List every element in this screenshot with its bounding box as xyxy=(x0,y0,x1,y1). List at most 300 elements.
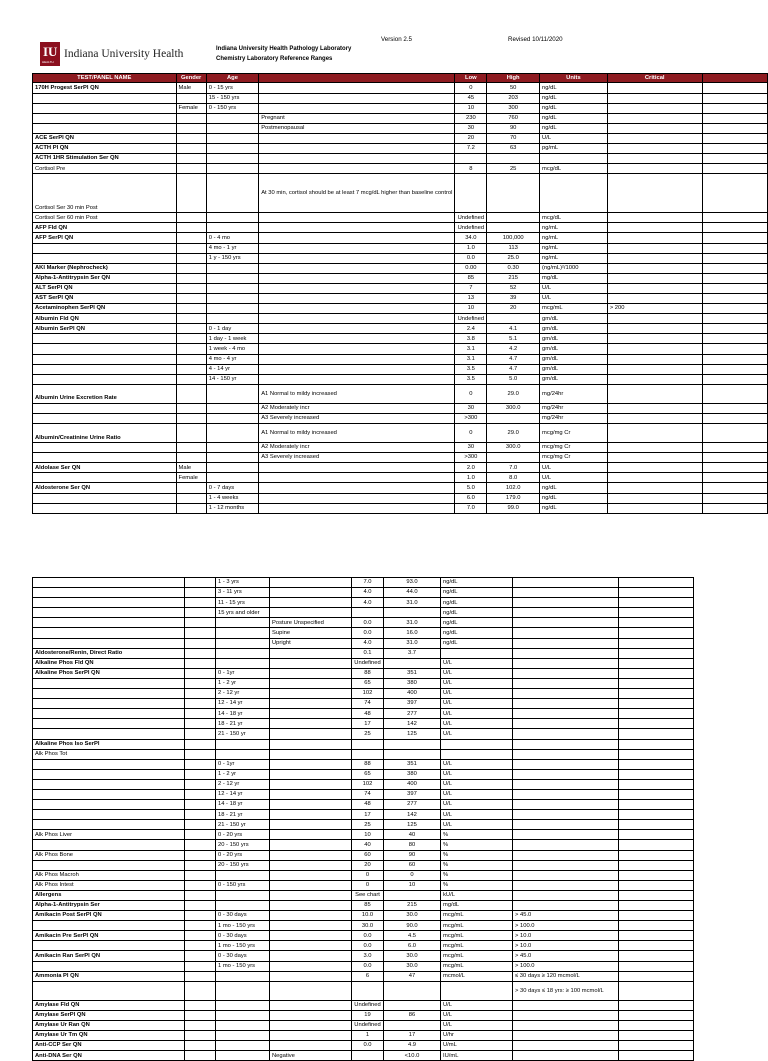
test-name-cell xyxy=(33,493,177,503)
units-cell: U/L xyxy=(540,294,608,304)
condition-cell xyxy=(259,473,455,483)
condition-cell xyxy=(270,820,352,830)
blank-cell xyxy=(619,739,694,749)
blank-cell xyxy=(619,1010,694,1020)
critical-cell xyxy=(513,830,619,840)
age-cell xyxy=(206,403,258,413)
table-row xyxy=(33,324,768,334)
test-name-cell xyxy=(33,364,177,374)
gender-cell xyxy=(176,273,206,283)
condition-cell xyxy=(259,304,455,314)
units-cell: mcg/mg Cr xyxy=(540,443,608,453)
gender-cell xyxy=(176,283,206,293)
blank-cell xyxy=(619,588,694,598)
gender-cell xyxy=(176,154,206,164)
units-cell: IU/mL xyxy=(441,1051,513,1061)
condition-cell xyxy=(259,143,455,153)
age-cell xyxy=(206,314,258,324)
test-name-cell xyxy=(33,608,185,618)
gender-cell: Male xyxy=(176,463,206,473)
critical-cell xyxy=(513,668,619,678)
table-row xyxy=(33,83,768,93)
critical-cell xyxy=(513,1010,619,1020)
table-row xyxy=(33,880,694,890)
units-cell: gm/dL xyxy=(540,344,608,354)
units-cell: ng/mL xyxy=(540,223,608,233)
units-cell: U/L xyxy=(441,699,513,709)
table-row xyxy=(33,678,694,688)
age-cell: 15 - 150 yrs xyxy=(206,93,258,103)
high-cell: 86 xyxy=(384,1010,441,1020)
test-name-cell: Aldolase Ser QN xyxy=(33,463,177,473)
blank-cell xyxy=(619,668,694,678)
test-name-cell: ACTH 1HR Stimulation Ser QN xyxy=(33,154,177,164)
condition-cell xyxy=(270,578,352,588)
age-cell: 1 y - 150 yrs xyxy=(206,253,258,263)
age-cell: 0 - 20 yrs xyxy=(216,850,270,860)
test-name-cell xyxy=(33,123,177,133)
critical-cell xyxy=(607,503,702,513)
critical-cell xyxy=(513,598,619,608)
table-row xyxy=(33,154,768,164)
gender-cell xyxy=(185,840,216,850)
critical-cell: > 45.0 xyxy=(513,951,619,961)
table-row xyxy=(33,384,768,403)
test-name-cell xyxy=(33,810,185,820)
condition-cell xyxy=(259,374,455,384)
table-row xyxy=(33,1010,694,1020)
blank-cell xyxy=(702,113,767,123)
units-cell: mcg/mL xyxy=(441,961,513,971)
critical-cell xyxy=(607,413,702,423)
table-row xyxy=(33,749,694,759)
age-cell xyxy=(206,154,258,164)
test-name-cell: Alk Phos Macroh xyxy=(33,870,185,880)
units-cell: U/hr xyxy=(441,1031,513,1041)
blank-cell xyxy=(702,133,767,143)
units-cell: % xyxy=(441,880,513,890)
blank-cell xyxy=(702,154,767,164)
age-cell xyxy=(216,1020,270,1030)
high-cell xyxy=(487,213,540,223)
blank-cell xyxy=(702,443,767,453)
age-cell xyxy=(206,213,258,223)
blank-cell xyxy=(619,628,694,638)
condition-cell: Postmenopausal xyxy=(259,123,455,133)
condition-cell xyxy=(270,941,352,951)
critical-cell xyxy=(513,820,619,830)
table-row xyxy=(33,93,768,103)
high-cell: 47 xyxy=(384,971,441,981)
blank-cell xyxy=(619,719,694,729)
test-name-cell xyxy=(33,354,177,364)
low-cell: 102 xyxy=(352,779,384,789)
high-cell: 397 xyxy=(384,789,441,799)
units-cell: % xyxy=(441,830,513,840)
critical-cell xyxy=(513,1020,619,1030)
blank-cell xyxy=(619,1020,694,1030)
table-row xyxy=(33,133,768,143)
gender-cell xyxy=(185,1010,216,1020)
high-cell: 4.9 xyxy=(384,1041,441,1051)
units-cell: pg/mL xyxy=(540,143,608,153)
blank-cell xyxy=(702,213,767,223)
low-cell: 25 xyxy=(352,820,384,830)
table-row xyxy=(33,344,768,354)
condition-cell: A3 Severely increased xyxy=(259,453,455,463)
gender-cell xyxy=(176,424,206,443)
units-cell: ng/dL xyxy=(540,123,608,133)
units-cell: U/L xyxy=(540,133,608,143)
blank-cell xyxy=(702,283,767,293)
table-row xyxy=(33,164,768,174)
table-row xyxy=(33,860,694,870)
high-cell xyxy=(384,890,441,900)
gender-cell xyxy=(176,294,206,304)
low-cell: 0 xyxy=(352,870,384,880)
table-row xyxy=(33,1020,694,1030)
high-cell: 8.0 xyxy=(487,473,540,483)
table-row xyxy=(33,759,694,769)
critical-cell: > 30 days ≤ 18 yrs: ≥ 100 mcmol/L xyxy=(513,981,619,1000)
test-name-cell xyxy=(33,961,185,971)
low-cell: >300 xyxy=(455,453,487,463)
test-name-cell xyxy=(33,413,177,423)
units-cell: mcg/dL xyxy=(540,164,608,174)
test-name-cell xyxy=(33,453,177,463)
units-cell: mg/24hr xyxy=(540,413,608,423)
critical-cell xyxy=(607,493,702,503)
blank-cell xyxy=(702,233,767,243)
age-cell xyxy=(216,901,270,911)
col-units: Units xyxy=(540,74,608,83)
blank-cell xyxy=(702,403,767,413)
low-cell: 3.0 xyxy=(352,951,384,961)
blank-cell xyxy=(702,294,767,304)
age-cell: 14 - 18 yr xyxy=(216,800,270,810)
blank-cell xyxy=(619,779,694,789)
blank-cell xyxy=(619,709,694,719)
units-cell: U/L xyxy=(441,789,513,799)
critical-cell: > 45.0 xyxy=(513,911,619,921)
high-cell: 30.0 xyxy=(384,911,441,921)
condition-cell: A3 Severely increased xyxy=(259,413,455,423)
age-cell xyxy=(216,1041,270,1051)
gender-cell xyxy=(185,800,216,810)
col-blank xyxy=(702,74,767,83)
gender-cell xyxy=(185,578,216,588)
high-cell: 20 xyxy=(487,304,540,314)
blank-cell xyxy=(619,911,694,921)
high-cell: 397 xyxy=(384,699,441,709)
age-cell: 3 - 11 yrs xyxy=(216,588,270,598)
high-cell: 39 xyxy=(487,294,540,304)
age-cell: 1 - 3 yrs xyxy=(216,578,270,588)
low-cell: 5.0 xyxy=(455,483,487,493)
age-cell: 0 - 150 yrs xyxy=(206,103,258,113)
blank-cell xyxy=(619,870,694,880)
blank-cell xyxy=(702,473,767,483)
gender-cell xyxy=(176,364,206,374)
age-cell xyxy=(206,133,258,143)
high-cell: 25.0 xyxy=(487,253,540,263)
table-row xyxy=(33,503,768,513)
test-name-cell xyxy=(33,638,185,648)
test-name-cell xyxy=(33,588,185,598)
critical-cell xyxy=(513,689,619,699)
test-name-cell: AKI Marker (Nephrocheck) xyxy=(33,263,177,273)
table-row xyxy=(33,971,694,981)
critical-cell xyxy=(513,709,619,719)
blank-cell xyxy=(619,880,694,890)
test-name-cell: Allergens xyxy=(33,890,185,900)
table-row xyxy=(33,931,694,941)
critical-cell: > 200 xyxy=(607,304,702,314)
blank-cell xyxy=(619,1031,694,1041)
low-cell xyxy=(352,1051,384,1061)
low-cell: 74 xyxy=(352,699,384,709)
table-row xyxy=(33,810,694,820)
blank-cell xyxy=(619,648,694,658)
table-row xyxy=(33,769,694,779)
blank-cell xyxy=(702,103,767,113)
critical-cell xyxy=(607,263,702,273)
test-name-cell xyxy=(33,709,185,719)
critical-cell xyxy=(513,789,619,799)
age-cell: 0 - 1yr xyxy=(216,759,270,769)
high-cell: 380 xyxy=(384,769,441,779)
high-cell: 4.7 xyxy=(487,354,540,364)
low-cell: 74 xyxy=(352,789,384,799)
condition-cell xyxy=(270,719,352,729)
reference-range-table-2 xyxy=(32,577,694,1061)
high-cell: 10 xyxy=(384,880,441,890)
high-cell: 0 xyxy=(384,870,441,880)
blank-cell xyxy=(702,413,767,423)
test-name-cell: Amylase Ur Tm QN xyxy=(33,1031,185,1041)
blank-cell xyxy=(702,304,767,314)
test-name-cell xyxy=(33,473,177,483)
gender-cell xyxy=(176,354,206,364)
table-row xyxy=(33,638,694,648)
age-cell: 20 - 150 yrs xyxy=(216,860,270,870)
condition-cell xyxy=(270,951,352,961)
test-name-cell xyxy=(33,253,177,263)
gender-cell xyxy=(176,243,206,253)
high-cell xyxy=(487,413,540,423)
condition-cell: Negative xyxy=(270,1051,352,1061)
col-critical: Critical xyxy=(607,74,702,83)
high-cell: 31.0 xyxy=(384,618,441,628)
low-cell: 0.1 xyxy=(352,648,384,658)
table-row xyxy=(33,618,694,628)
gender-cell xyxy=(185,830,216,840)
blank-cell xyxy=(702,453,767,463)
critical-cell: > 10.0 xyxy=(513,931,619,941)
high-cell: 90 xyxy=(487,123,540,133)
blank-cell xyxy=(619,618,694,628)
table-row xyxy=(33,689,694,699)
test-name-cell: Amylase Ur Ran QN xyxy=(33,1020,185,1030)
blank-cell xyxy=(619,658,694,668)
low-cell: 8 xyxy=(455,164,487,174)
age-cell: 12 - 14 yr xyxy=(216,699,270,709)
age-cell: 1 day - 1 week xyxy=(206,334,258,344)
critical-cell xyxy=(607,164,702,174)
low-cell: 48 xyxy=(352,800,384,810)
blank-cell xyxy=(702,374,767,384)
condition-cell xyxy=(270,860,352,870)
units-cell: mcg/mL xyxy=(441,951,513,961)
low-cell: 13 xyxy=(455,294,487,304)
critical-cell xyxy=(607,113,702,123)
units-cell: U/L xyxy=(441,729,513,739)
low-cell: 17 xyxy=(352,719,384,729)
age-cell xyxy=(206,453,258,463)
high-cell: 40 xyxy=(384,830,441,840)
gender-cell xyxy=(176,403,206,413)
blank-cell xyxy=(619,689,694,699)
test-name-cell: Alpha-1-Antitrypsin Ser QN xyxy=(33,273,177,283)
low-cell: 2.4 xyxy=(455,324,487,334)
critical-cell xyxy=(607,364,702,374)
test-name-cell xyxy=(33,374,177,384)
table-row xyxy=(33,951,694,961)
age-cell xyxy=(216,1000,270,1010)
units-cell: ng/mL xyxy=(540,243,608,253)
gender-cell xyxy=(185,911,216,921)
low-cell: 60 xyxy=(352,850,384,860)
table-row xyxy=(33,213,768,223)
critical-cell xyxy=(513,880,619,890)
blank-cell xyxy=(702,364,767,374)
low-cell xyxy=(455,174,487,213)
blank-cell xyxy=(619,1041,694,1051)
gender-cell xyxy=(185,941,216,951)
gender-cell xyxy=(185,921,216,931)
high-cell xyxy=(384,608,441,618)
units-cell: U/L xyxy=(441,709,513,719)
test-name-cell xyxy=(33,243,177,253)
condition-cell xyxy=(259,93,455,103)
blank-cell xyxy=(619,678,694,688)
high-cell: 80 xyxy=(384,840,441,850)
test-name-cell: Cortisol Ser 30 min Post xyxy=(33,174,177,213)
gender-cell xyxy=(176,344,206,354)
units-cell: U/L xyxy=(441,800,513,810)
gender-cell xyxy=(176,213,206,223)
high-cell: 125 xyxy=(384,729,441,739)
age-cell: 15 yrs and older xyxy=(216,608,270,618)
gender-cell xyxy=(176,253,206,263)
blank-cell xyxy=(702,164,767,174)
condition-cell xyxy=(259,263,455,273)
gender-cell xyxy=(176,334,206,344)
low-cell: 0.0 xyxy=(352,931,384,941)
condition-cell xyxy=(270,648,352,658)
condition-cell xyxy=(259,493,455,503)
gender-cell xyxy=(185,901,216,911)
revised-date: Revised 10/11/2020 xyxy=(508,36,563,43)
reference-range-table-1 xyxy=(32,73,768,514)
units-cell: gm/dL xyxy=(540,324,608,334)
table-row xyxy=(33,1051,694,1061)
high-cell: 300.0 xyxy=(487,403,540,413)
low-cell: 10 xyxy=(455,103,487,113)
blank-cell xyxy=(619,759,694,769)
critical-cell xyxy=(607,334,702,344)
condition-cell xyxy=(259,253,455,263)
high-cell: 351 xyxy=(384,668,441,678)
high-cell xyxy=(487,314,540,324)
age-cell xyxy=(216,628,270,638)
condition-cell xyxy=(259,283,455,293)
table-row xyxy=(33,890,694,900)
low-cell: 3.1 xyxy=(455,344,487,354)
table-row xyxy=(33,820,694,830)
table1-body xyxy=(33,83,768,513)
test-name-cell: Acetaminophen SerPl QN xyxy=(33,304,177,314)
units-cell: ng/dL xyxy=(441,598,513,608)
gender-cell xyxy=(176,233,206,243)
critical-cell xyxy=(607,314,702,324)
table-row xyxy=(33,463,768,473)
gender-cell xyxy=(176,174,206,213)
critical-cell xyxy=(513,890,619,900)
test-name-cell xyxy=(33,689,185,699)
condition-cell xyxy=(259,83,455,93)
gender-cell xyxy=(185,1031,216,1041)
table-row xyxy=(33,1031,694,1041)
high-cell: 6.0 xyxy=(384,941,441,951)
critical-cell xyxy=(513,578,619,588)
units-cell: gm/dL xyxy=(540,314,608,324)
units-cell: ng/dL xyxy=(540,503,608,513)
age-cell: 18 - 21 yr xyxy=(216,719,270,729)
test-name-cell xyxy=(33,759,185,769)
test-name-cell xyxy=(33,334,177,344)
high-cell: 3.7 xyxy=(384,648,441,658)
age-cell: 4 mo - 4 yr xyxy=(206,354,258,364)
gender-cell xyxy=(185,699,216,709)
age-cell xyxy=(216,1010,270,1020)
table-row xyxy=(33,374,768,384)
units-cell: gm/dL xyxy=(540,334,608,344)
age-cell xyxy=(206,223,258,233)
low-cell: 17 xyxy=(352,810,384,820)
critical-cell xyxy=(607,384,702,403)
gender-cell xyxy=(185,1041,216,1051)
high-cell: 4.5 xyxy=(384,931,441,941)
critical-cell xyxy=(513,850,619,860)
age-cell: 2 - 12 yr xyxy=(216,779,270,789)
condition-cell xyxy=(259,354,455,364)
high-cell: <10.0 xyxy=(384,1051,441,1061)
test-name-cell: AFP Fld QN xyxy=(33,223,177,233)
blank-cell xyxy=(619,941,694,951)
gender-cell xyxy=(185,628,216,638)
gender-cell xyxy=(185,618,216,628)
units-cell: ng/dL xyxy=(441,578,513,588)
high-cell: 99.0 xyxy=(487,503,540,513)
low-cell: 0.0 xyxy=(352,941,384,951)
units-cell: ng/dL xyxy=(441,618,513,628)
condition-cell xyxy=(259,103,455,113)
units-cell: mcg/mL xyxy=(540,304,608,314)
col-low: Low xyxy=(455,74,487,83)
blank-cell xyxy=(619,769,694,779)
table-row xyxy=(33,233,768,243)
